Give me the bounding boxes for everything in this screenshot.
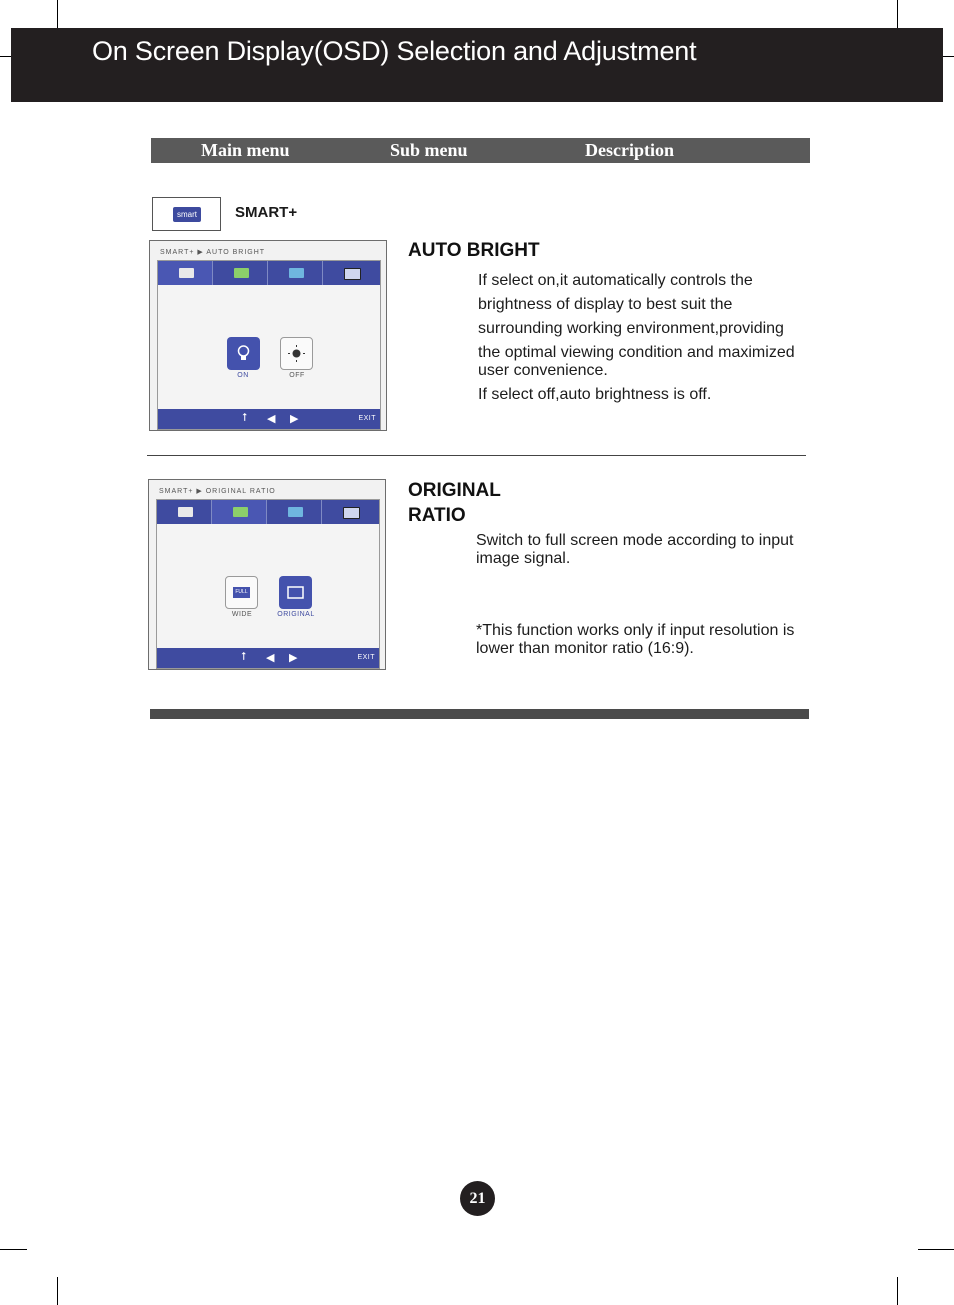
description-auto-bright xyxy=(478,272,818,404)
page-number: 21 xyxy=(460,1181,495,1216)
original-ratio-icon xyxy=(279,576,312,609)
osd-tab-smart[interactable] xyxy=(212,500,267,524)
heading-line: ORIGINAL xyxy=(408,480,501,501)
picture-icon xyxy=(179,268,194,278)
smart-icon xyxy=(234,268,249,278)
crop-mark xyxy=(0,56,11,57)
bulb-icon xyxy=(227,337,260,370)
description-line: If select off,auto brightness is off. xyxy=(478,386,712,403)
osd-panel xyxy=(156,499,380,669)
table-header-bar xyxy=(151,138,810,163)
right-arrow-icon[interactable]: ▶ xyxy=(289,652,298,664)
picture-icon xyxy=(178,507,193,517)
osd-tab-ratio[interactable] xyxy=(268,261,323,285)
osd-exit-button[interactable]: EXIT xyxy=(358,415,376,422)
osd-screenshot-auto-bright xyxy=(149,240,387,431)
crop-mark xyxy=(897,0,898,28)
main-menu-label: SMART+ xyxy=(235,204,298,221)
description-line: the optimal viewing condition and maximized xyxy=(478,344,795,361)
description-line: image signal. xyxy=(476,550,571,567)
smart-icon: smart xyxy=(173,207,201,222)
table-footer-bar xyxy=(150,709,809,719)
osd-tab-setup[interactable] xyxy=(323,261,378,285)
description-line: brightness of display to best suit the xyxy=(478,296,733,313)
osd-tab-ratio[interactable] xyxy=(267,500,322,524)
ratio-icon xyxy=(289,268,304,278)
osd-tab-picture[interactable] xyxy=(157,500,212,524)
crop-mark xyxy=(897,1277,898,1305)
osd-bottom-bar xyxy=(157,648,379,668)
sun-icon xyxy=(281,338,312,369)
monitor-icon xyxy=(344,268,361,280)
osd-breadcrumb: SMART+ ▶ AUTO BRIGHT xyxy=(160,249,266,256)
osd-tab-bar xyxy=(158,261,380,285)
up-arrow-icon[interactable]: ⭡ xyxy=(241,651,247,663)
crop-mark xyxy=(57,1277,58,1305)
option-off-label: OFF xyxy=(289,372,305,379)
header-main-menu: Main menu xyxy=(201,140,290,160)
description-line: lower than monitor ratio (16:9). xyxy=(476,640,694,657)
header-sub-menu: Sub menu xyxy=(390,140,468,160)
crop-mark xyxy=(57,0,58,28)
description-line: surrounding working environment,providing xyxy=(478,320,784,337)
description-line: *This function works only if input resolution is xyxy=(476,622,795,639)
ratio-icon xyxy=(288,507,303,517)
section-heading-original-ratio xyxy=(408,478,501,528)
osd-tab-setup[interactable] xyxy=(322,500,377,524)
description-line: Switch to full screen mode according to input xyxy=(476,532,794,549)
option-original-button[interactable] xyxy=(279,576,312,609)
osd-exit-button[interactable]: EXIT xyxy=(357,654,375,661)
right-arrow-icon[interactable]: ▶ xyxy=(290,413,299,425)
option-original-label: ORIGINAL xyxy=(277,611,315,618)
option-off-button[interactable] xyxy=(280,337,313,370)
smart-icon xyxy=(233,507,248,517)
full-screen-icon: FULL xyxy=(233,587,250,598)
page-title: On Screen Display(OSD) Selection and Adjustment xyxy=(92,36,697,66)
description-line: If select on,it automatically controls the xyxy=(478,272,753,289)
main-menu-icon-box xyxy=(152,197,221,231)
option-on-button[interactable] xyxy=(227,337,260,370)
section-heading-auto-bright: AUTO BRIGHT xyxy=(408,240,540,261)
option-on-label: ON xyxy=(237,372,249,379)
option-wide-button[interactable] xyxy=(225,576,258,609)
description-line: user convenience. xyxy=(478,362,608,379)
osd-bottom-bar xyxy=(158,409,380,429)
osd-tab-bar xyxy=(157,500,379,524)
option-wide-label: WIDE xyxy=(231,611,253,618)
crop-mark xyxy=(943,56,954,57)
crop-mark xyxy=(918,1249,954,1250)
section-divider xyxy=(147,455,806,456)
left-arrow-icon[interactable]: ◀ xyxy=(267,413,276,425)
osd-tab-smart[interactable] xyxy=(213,261,268,285)
osd-panel xyxy=(157,260,381,430)
osd-tab-picture[interactable] xyxy=(158,261,213,285)
crop-mark xyxy=(0,1249,27,1250)
header-description: Description xyxy=(585,140,674,160)
up-arrow-icon[interactable]: ⭡ xyxy=(242,412,248,424)
osd-breadcrumb: SMART+ ▶ ORIGINAL RATIO xyxy=(159,488,276,495)
monitor-icon xyxy=(343,507,360,519)
osd-screenshot-original-ratio xyxy=(148,479,386,670)
heading-line: RATIO xyxy=(408,505,466,526)
left-arrow-icon[interactable]: ◀ xyxy=(266,652,275,664)
description-original-ratio xyxy=(476,532,816,658)
